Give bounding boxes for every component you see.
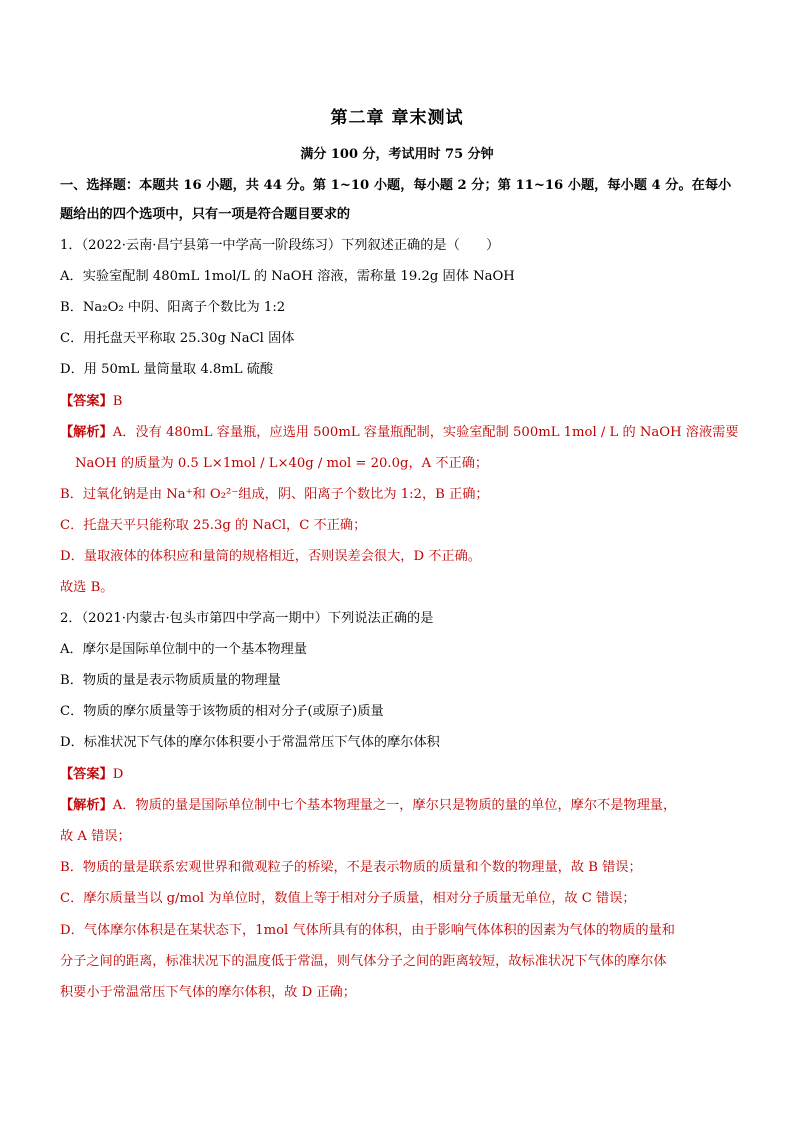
q2-option-c: C．物质的摩尔质量等于该物质的相对分子(或原子)质量 (60, 704, 384, 719)
q2-option-a: A．摩尔是国际单位制中的一个基本物理量 (60, 642, 307, 657)
q1-stem: 1．（2022·云南·昌宁县第一中学高一阶段练习）下列叙述正确的是（ ） (60, 238, 500, 253)
q1-answer-label: 【答案】 (60, 394, 113, 409)
q2-analysis-line5: D．气体摩尔体积是在某状态下，1mol 气体所具有的体积，由于影响气体体积的因素为气体的物质的量和 (60, 923, 675, 938)
q2-answer (60, 765, 740, 785)
section-heading-line2: 题给出的四个选项中，只有一项是符合题目要求的 (60, 207, 351, 222)
q1-analysis-line1 (60, 423, 740, 443)
q1-answer-value: B (112, 394, 123, 409)
q1-option-a: A．实验室配制 480mL 1mol/L 的 NaOH 溶液，需称量 19.2g 固体 NaOH (60, 269, 515, 284)
q1-analysis-line6: 故选 B。 (60, 580, 114, 595)
q2-option-b: B．物质的量是表示物质质量的物理量 (60, 673, 281, 688)
q1-option-d: D．用 50mL 量筒量取 4.8mL 硫酸 (60, 362, 274, 377)
q2-analysis-text1: A．物质的量是国际单位制中七个基本物理量之一，摩尔只是物质的量的单位，摩尔不是物理量， (112, 798, 677, 813)
q2-analysis-line3: B．物质的量是联系宏观世界和微观粒子的桥梁，不是表示物质的质量和个数的物理量，故 B 错误； (60, 860, 642, 875)
q1-analysis-line3: B．过氧化钠是由 Na⁺和 O₂²⁻组成，阴、阳离子个数比为 1:2，B 正确； (60, 487, 489, 502)
page-title: 第二章 章末测试 (330, 108, 464, 128)
q2-analysis-label: 【解析】 (60, 798, 113, 813)
q1-analysis-label: 【解析】 (60, 425, 113, 440)
q1-option-c: C．用托盘天平称取 25.30g NaCl 固体 (60, 331, 295, 346)
q2-stem: 2．（2021·内蒙古·包头市第四中学高一期中）下列说法正确的是 (60, 611, 434, 626)
section-heading-line1: 一、选择题：本题共 16 小题，共 44 分。第 1~10 小题，每小题 2 分；第 11~16 小题，每小题 4 分。在每小 (60, 178, 732, 193)
q2-analysis-line4: C．摩尔质量当以 g/mol 为单位时，数值上等于相对分子质量，相对分子质量无单位，故 C 错误； (60, 891, 636, 906)
q1-answer (60, 392, 740, 412)
q2-option-d: D．标准状况下气体的摩尔体积要小于常温常压下气体的摩尔体积 (60, 735, 440, 750)
q2-analysis-line6: 分子之间的距离，标准状况下的温度低于常温，则气体分子之间的距离较短，故标准状况下气体的摩尔体 (60, 954, 667, 969)
q2-answer-label: 【答案】 (60, 767, 113, 782)
q2-analysis-line7: 积要小于常温常压下气体的摩尔体积，故 D 正确； (60, 985, 356, 1000)
q2-analysis-line2: 故 A 错误； (60, 829, 131, 844)
page-subtitle: 满分 100 分，考试用时 75 分钟 (300, 147, 494, 162)
q2-analysis-line1 (60, 796, 740, 816)
q1-option-b: B．Na₂O₂ 中阴、阳离子个数比为 1:2 (60, 300, 286, 315)
q1-analysis-text1: A．没有 480mL 容量瓶，应选用 500mL 容量瓶配制，实验室配制 500mL 1mol / L 的 NaOH 溶液需要 (112, 425, 739, 440)
q2-answer-value: D (112, 767, 124, 782)
q1-analysis-line4: C．托盘天平只能称取 25.3g 的 NaCl，C 不正确； (60, 518, 367, 533)
q1-analysis-line5: D．量取液体的体积应和量筒的规格相近，否则误差会很大，D 不正确。 (60, 549, 481, 564)
q1-analysis-line2: NaOH 的质量为 0.5 L×1mol / L×40g / mol = 20.0g，A 不正确； (75, 456, 489, 471)
